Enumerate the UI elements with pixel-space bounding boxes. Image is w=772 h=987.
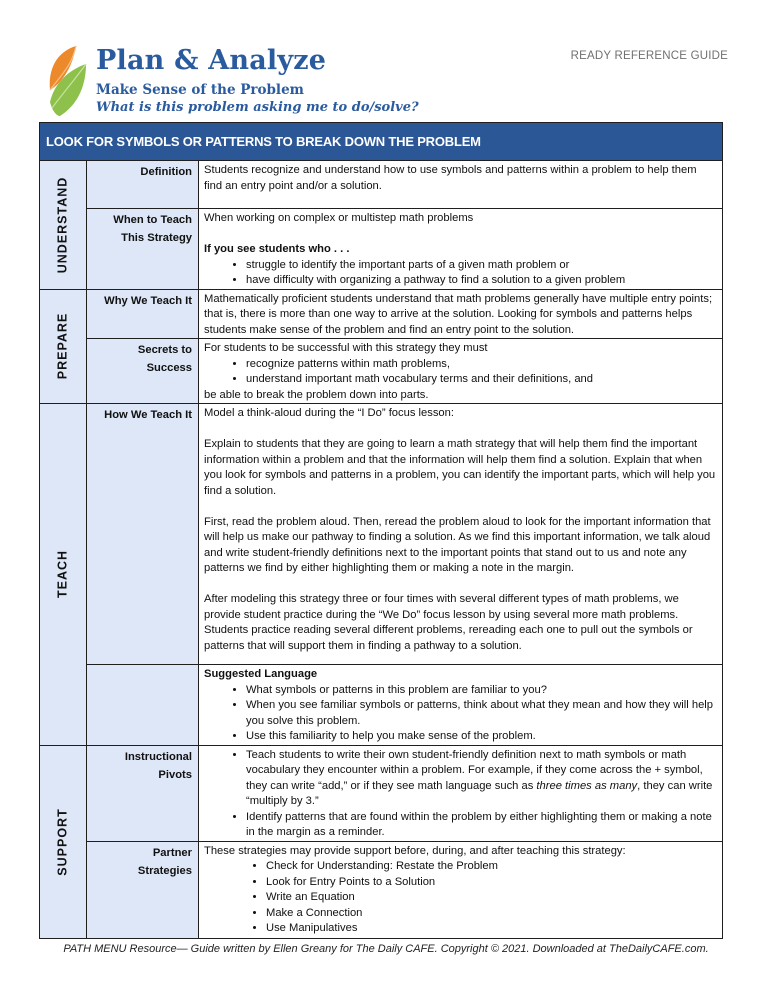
- list-item: • Check for Understanding: Restate the Problem: [266, 859, 717, 875]
- page-subtitle: Make Sense of the Problem: [96, 82, 304, 98]
- section-prepare: PREPARE: [40, 289, 87, 404]
- list-item: • Look for Entry Points to a Solution: [266, 875, 717, 891]
- strategy-table: [39, 122, 723, 939]
- list-item: • understand important math vocabulary terms and their definitions, and: [246, 372, 717, 388]
- list-item: • Write an Equation: [266, 890, 717, 906]
- how-we-teach-content: Model a think-aloud during the “I Do” focus lesson: Explain to students that they are going to learn a math strategy that will help them find the important information within a problem and that the information will help them find a solution. Explain that when you look for symbols and patterns in a problem, you can identify the important parts, which will help you find a solution. First, read the problem aloud. Then, reread the problem aloud to look for the important information that will help us make our pathway to finding a solution. As we find this important information, we talk aloud and write student-friendly definitions next to the important points that stand out to us and note any patterns we find by either highlighting them or making a note in the margin. After modeling this strategy three or four times with several different types of math problems, we provide student practice during the “We Do” focus lesson by using several more math problems. Students practice reading several different problems, rereading each one to pull out the symbols or patterns that will support them in finding a pathway to a solution.: [199, 404, 723, 665]
- how-we-teach-label: How We Teach It: [87, 404, 199, 665]
- list-item: • Identify patterns that are found within the problem by either highlighting them or making a note in the margin as a reminder.: [246, 810, 717, 841]
- page-title: Plan & Analyze: [96, 45, 327, 76]
- secrets-label: Secrets to Success: [87, 339, 199, 404]
- pivots-label: Instructional Pivots: [87, 745, 199, 841]
- list-item: • When you see familiar symbols or patterns, think about what they mean and how they will help you solve this problem.: [246, 698, 717, 729]
- why-we-teach-content: Mathematically proficient students understand that math problems generally have multiple entry points; that is, there is more than one way to arrive at the solution. Looking for symbols and patterns helps students make sense of the problem and find an entry point to the solution.: [199, 289, 723, 339]
- definition-label: Definition: [87, 161, 199, 209]
- table-heading: LOOK FOR SYMBOLS OR PATTERNS TO BREAK DOWN THE PROBLEM: [40, 123, 723, 161]
- page-header: [0, 0, 772, 122]
- list-item: • struggle to identify the important parts of a given math problem or: [246, 258, 717, 274]
- section-understand: UNDERSTAND: [40, 161, 87, 290]
- suggested-language-label: [87, 665, 199, 746]
- leaf-logo-icon: [46, 44, 90, 118]
- section-teach: TEACH: [40, 404, 87, 746]
- why-we-teach-label: Why We Teach It: [87, 289, 199, 339]
- page-footer: PATH MENU Resource— Guide written by Ellen Greany for The Daily CAFE. Copyright © 2021. Downloaded at TheDailyCAFE.com.: [63, 943, 709, 955]
- partner-content: These strategies may provide support before, during, and after teaching this strategy: • Check for Understanding: Restate the Problem • Look for Entry Points to a Solution • Write an Equation • Make a Connection • Use Manipulatives: [199, 841, 723, 938]
- when-to-teach-label: When to Teach This Strategy: [87, 209, 199, 290]
- list-item: • Use Manipulatives: [266, 921, 717, 937]
- list-item: • Make a Connection: [266, 906, 717, 922]
- list-item: • recognize patterns within math problems,: [246, 357, 717, 373]
- partner-label: Partner Strategies: [87, 841, 199, 938]
- when-to-teach-content: When working on complex or multistep math problems If you see students who . . . • struggle to identify the important parts of a given math problem or • have difficulty with organizing a pathway to find a solution to a given problem: [199, 209, 723, 290]
- list-item: • What symbols or patterns in this problem are familiar to you?: [246, 683, 717, 699]
- page-tagline: What is this problem asking me to do/solve?: [96, 100, 419, 115]
- pivots-content: [199, 745, 723, 841]
- list-item: • have difficulty with organizing a pathway to find a solution to a given problem: [246, 273, 717, 289]
- ready-reference-label: READY REFERENCE GUIDE: [570, 50, 728, 62]
- secrets-content: For students to be successful with this strategy they must • recognize patterns within math problems, • understand important math vocabulary terms and their definitions, and be able to break the problem down into parts.: [199, 339, 723, 404]
- list-item: • Teach students to write their own student-friendly definition next to math symbols or math vocabulary they encounter within a problem. For example, if they come across the + symbol, they can write “add,” or if they see math language such as three times as many, they can write “multiply by 3.”: [246, 748, 717, 810]
- suggested-language-content: Suggested Language • What symbols or patterns in this problem are familiar to you? • When you see familiar symbols or patterns, think about what they mean and how they will help you solve this problem. • Use this familiarity to help you make sense of the problem.: [199, 665, 723, 746]
- list-item: • Use this familiarity to help you make sense of the problem.: [246, 729, 717, 745]
- definition-content: Students recognize and understand how to use symbols and patterns within a problem to help them find an entry point and/or a solution.: [199, 161, 723, 209]
- section-support: SUPPORT: [40, 745, 87, 938]
